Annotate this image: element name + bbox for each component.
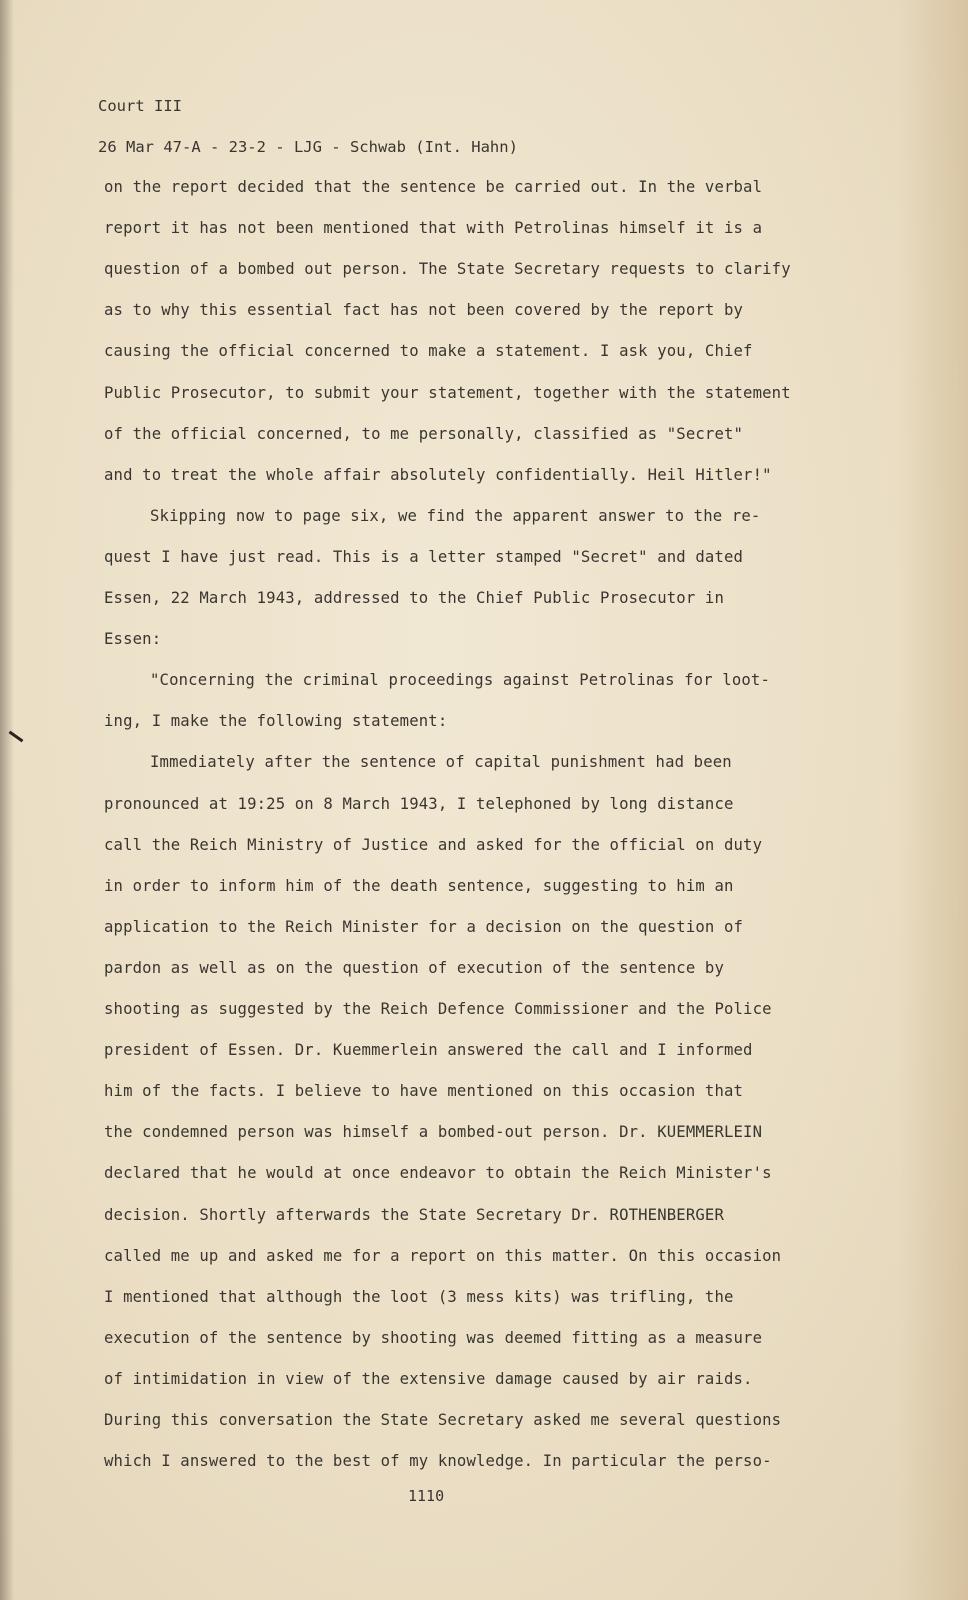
transcript-line: question of a bombed out person. The State Secretary requests to clarify (104, 260, 791, 279)
transcript-line: on the report decided that the sentence be carried out. In the verbal (104, 178, 763, 196)
transcript-line: During this conversation the State Secretary asked me several questions (104, 1411, 782, 1429)
transcript-line: execution of the sentence by shooting was deemed fitting as a measure (104, 1328, 763, 1347)
court-label: Court III (98, 97, 182, 115)
transcript-line: application to the Reich Minister for a decision on the question of (104, 917, 744, 936)
transcript-line: causing the official concerned to make a statement. I ask you, Chief (104, 342, 753, 361)
page-edge-shadow (0, 0, 14, 1600)
transcript-line: decision. Shortly afterwards the State Secretary Dr. ROTHENBERGER (104, 1205, 724, 1224)
transcript-line: Essen: (104, 630, 162, 649)
transcript-line: the condemned person was himself a bombed-out person. Dr. KUEMMERLEIN (104, 1123, 763, 1142)
transcript-line: Essen, 22 March 1943, addressed to the Chief Public Prosecutor in (104, 589, 724, 607)
transcript-line: Public Prosecutor, to submit your statement, together with the statement (104, 383, 791, 402)
transcript-line: I mentioned that although the loot (3 mess kits) was trifling, the (104, 1287, 734, 1306)
transcript-line: quest I have just read. This is a letter stamped "Secret" and dated (104, 547, 744, 566)
transcript-line: shooting as suggested by the Reich Defence Commissioner and the Police (104, 1000, 772, 1018)
transcript-line: president of Essen. Dr. Kuemmerlein answered the call and I informed (104, 1041, 753, 1060)
transcript-line: of the official concerned, to me personally, classified as "Secret" (104, 424, 744, 443)
transcript-line: pardon as well as on the question of execution of the sentence by (104, 958, 724, 977)
page-edge-tint (898, 0, 968, 1600)
transcript-line: Skipping now to page six, we find the apparent answer to the re- (150, 506, 761, 525)
transcript-line: him of the facts. I believe to have mentioned on this occasion that (104, 1082, 744, 1101)
transcript-line: "Concerning the criminal proceedings against Petrolinas for loot- (150, 671, 770, 690)
page-number: 1110 (408, 1487, 445, 1505)
transcript-line: which I answered to the best of my knowledge. In particular the perso- (104, 1452, 772, 1471)
transcript-line: called me up and asked me for a report on this matter. On this occasion (104, 1246, 782, 1265)
transcript-line: of intimidation in view of the extensive damage caused by air raids. (104, 1369, 753, 1388)
transcript-line: report it has not been mentioned that with Petrolinas himself it is a (104, 219, 763, 238)
transcript-line: and to treat the whole affair absolutely confidentially. Heil Hitler!" (104, 465, 772, 484)
transcript-line: ing, I make the following statement: (104, 712, 448, 731)
transcript-line: in order to inform him of the death sentence, suggesting to him an (104, 876, 734, 895)
transcript-line: declared that he would at once endeavor to obtain the Reich Minister's (104, 1164, 772, 1183)
transcript-line: pronounced at 19:25 on 8 March 1943, I telephoned by long distance (104, 794, 734, 813)
session-reference: 26 Mar 47-A - 23-2 - LJG - Schwab (Int. Hahn) (98, 138, 518, 156)
transcript-line: as to why this essential fact has not been covered by the report by (104, 301, 744, 320)
transcript-line: Immediately after the sentence of capital punishment had been (150, 753, 732, 772)
transcript-line: call the Reich Ministry of Justice and asked for the official on duty (104, 835, 763, 854)
